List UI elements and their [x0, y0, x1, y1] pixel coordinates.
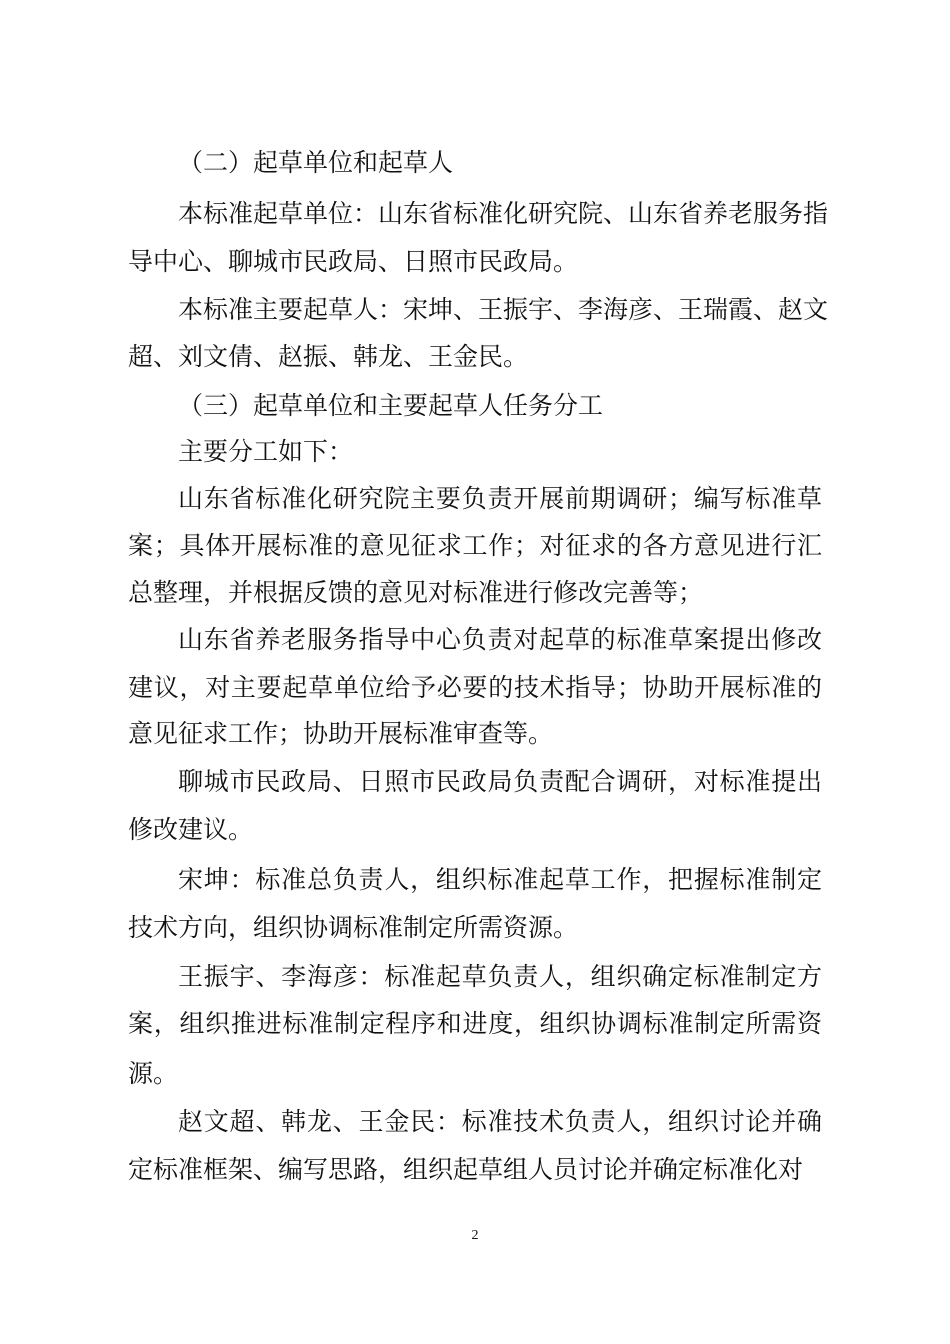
section-heading: （二）起草单位和起草人 — [178, 148, 454, 177]
paragraph-line: 主要分工如下： — [178, 437, 354, 466]
paragraph-line: 导中心、聊城市民政局、日照市民政局。 — [128, 247, 579, 276]
paragraph-line: 案；具体开展标准的意见征求工作；对征求的各方意见进行汇 — [128, 531, 822, 560]
page-number: 2 — [471, 1228, 479, 1243]
paragraph-line: 意见征求工作；协助开展标准审查等。 — [128, 719, 554, 748]
paragraph-line: 技术方向，组织协调标准制定所需资源。 — [128, 913, 579, 942]
paragraph-line: 山东省标准化研究院主要负责开展前期调研；编写标准草 — [178, 484, 822, 513]
paragraph-line: 聊城市民政局、日照市民政局负责配合调研，对标准提出 — [178, 767, 822, 796]
paragraph-line: 本标准起草单位：山东省标准化研究院、山东省养老服务指 — [178, 199, 829, 228]
paragraph-line: 案，组织推进标准制定程序和进度，组织协调标准制定所需资 — [128, 1009, 822, 1038]
paragraph-line: 山东省养老服务指导中心负责对起草的标准草案提出修改 — [178, 625, 822, 654]
paragraph-line: 王振宇、李海彦：标准起草负责人，组织确定标准制定方 — [178, 962, 822, 991]
section-heading: （三）起草单位和主要起草人任务分工 — [178, 391, 604, 420]
paragraph-line: 超、刘文倩、赵振、韩龙、王金民。 — [128, 342, 529, 371]
paragraph-line: 宋坤：标准总负责人，组织标准起草工作，把握标准制定 — [178, 865, 822, 894]
paragraph-line: 本标准主要起草人：宋坤、王振宇、李海彦、王瑞霞、赵文 — [178, 295, 829, 324]
paragraph-line: 源。 — [128, 1059, 179, 1088]
paragraph-line: 修改建议。 — [128, 815, 254, 844]
paragraph-line: 总整理，并根据反馈的意见对标准进行修改完善等； — [128, 578, 704, 607]
paragraph-line: 定标准框架、编写思路，组织起草组人员讨论并确定标准化对 — [128, 1155, 804, 1184]
paragraph-line: 建议，对主要起草单位给予必要的技术指导；协助开展标准的 — [128, 673, 822, 702]
paragraph-line: 赵文超、韩龙、王金民：标准技术负责人，组织讨论并确 — [178, 1107, 822, 1136]
